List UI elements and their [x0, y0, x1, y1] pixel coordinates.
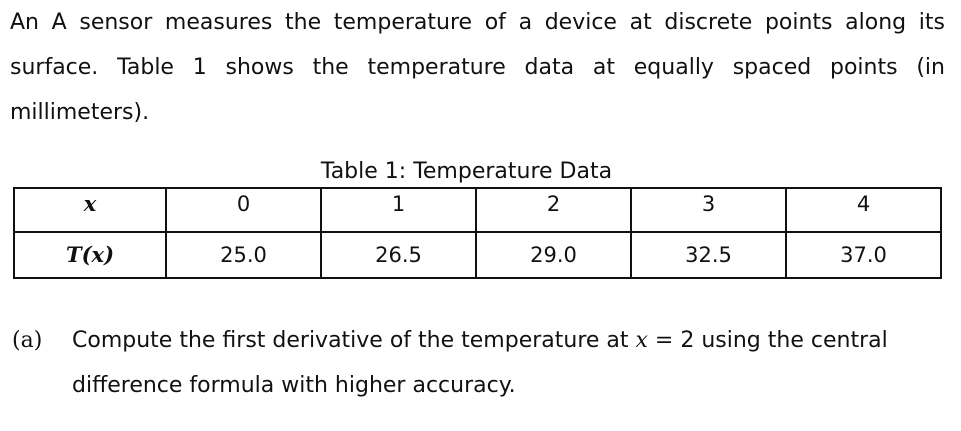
x-value-cell: 4 [786, 188, 941, 232]
x-value-cell: 2 [476, 188, 631, 232]
question-text-after: 2 using the central difference formula with higher accuracy. [72, 328, 888, 398]
question-math-variable: x [635, 328, 648, 353]
question-text [72, 318, 947, 408]
question-math-equals: = [647, 328, 681, 353]
temperature-value-cell: 37.0 [786, 232, 941, 278]
table-caption: Table 1: Temperature Data [320, 159, 613, 184]
temperature-value-cell: 26.5 [321, 232, 476, 278]
problem-statement: An A sensor measures the temperature of a device at discrete points along its surface. Table 1 shows the temperature data at equally spaced points (in millimeters). [10, 10, 945, 125]
table-row-temperature [14, 232, 941, 278]
x-value-cell: 1 [321, 188, 476, 232]
x-value-cell: 0 [166, 188, 321, 232]
question-label: (a) [12, 328, 43, 353]
temperature-value-cell: 32.5 [631, 232, 786, 278]
row-label-x: x [14, 188, 166, 232]
question-text-before: Compute the first derivative of the temperature at [72, 328, 636, 353]
temperature-value-cell: 29.0 [476, 232, 631, 278]
row-label-temperature: T(x) [14, 232, 166, 278]
table-row-x [14, 188, 941, 232]
x-value-cell: 3 [631, 188, 786, 232]
temperature-table [13, 187, 942, 279]
temperature-value-cell: 25.0 [166, 232, 321, 278]
